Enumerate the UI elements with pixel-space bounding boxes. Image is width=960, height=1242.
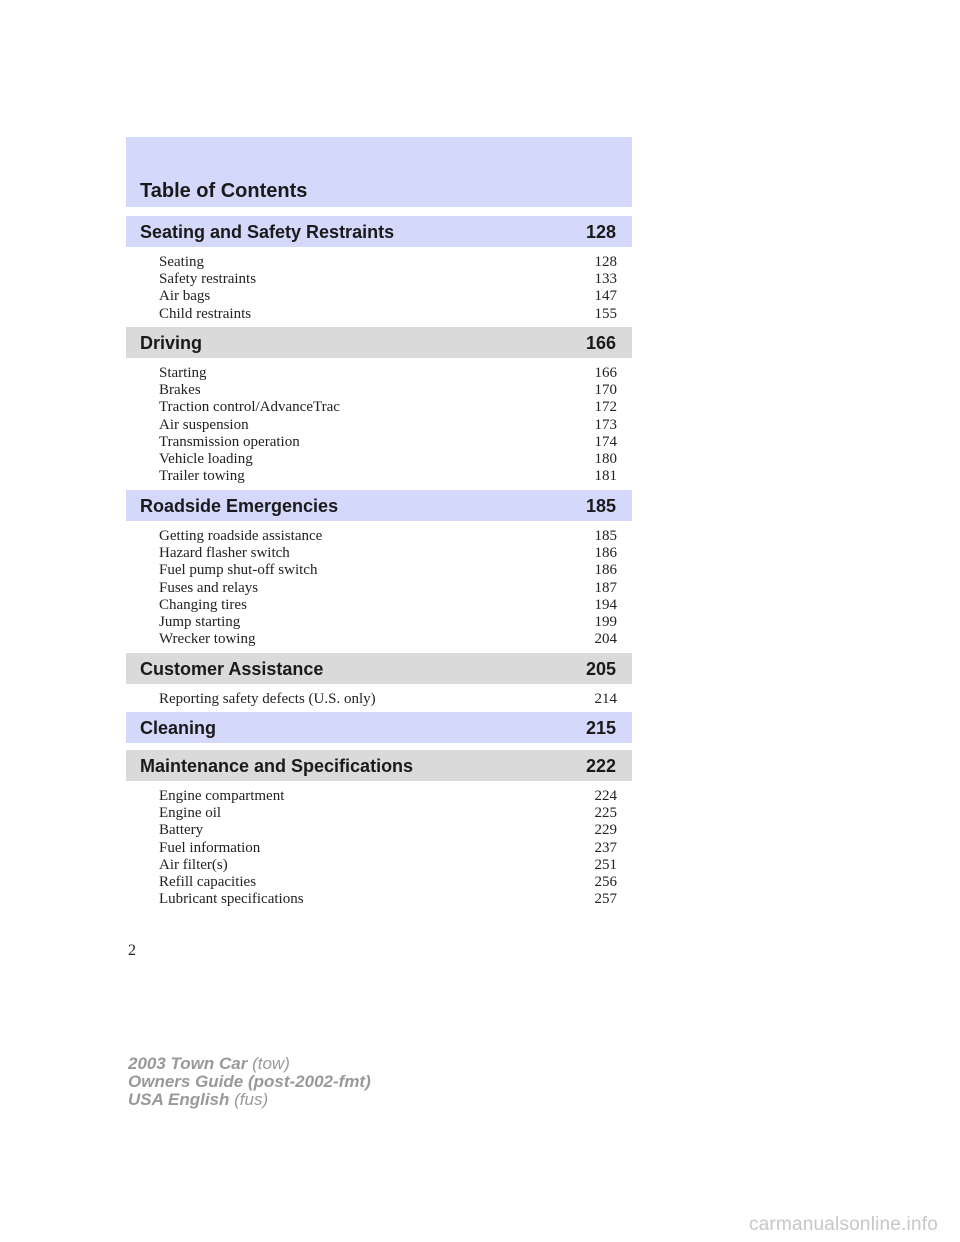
footer-model: 2003 Town Car [128,1054,248,1073]
toc-entry[interactable] [159,891,617,908]
entry-title: Getting roadside assistance [159,528,323,544]
entry-title: Battery [159,822,204,839]
section-entries [159,788,617,908]
entry-page-number: 185 [594,528,617,544]
entry-page-number: 204 [594,631,617,648]
entry-page-number: 224 [594,788,617,804]
section-title: Driving [140,333,203,353]
entry-title: Vehicle loading [159,450,253,467]
entry-title: Safety restraints [159,271,257,288]
entry-page-number: 181 [594,468,617,485]
entry-title: Traction control/AdvanceTrac [159,399,340,416]
entry-page-number: 251 [594,856,617,873]
footer-line-guide [128,1073,371,1091]
toc-entry[interactable] [159,788,617,805]
entry-title: Fuel information [159,839,261,856]
section-header[interactable] [126,327,632,358]
entry-page-number: 194 [594,596,617,613]
entry-title: Child restraints [159,305,252,322]
toc-entry[interactable] [159,840,617,857]
section-page-number: 185 [585,496,616,516]
toc-entry[interactable] [159,399,617,416]
toc-entry[interactable] [159,562,617,579]
entry-page-number: 155 [594,305,617,322]
section-title: Roadside Emergencies [140,496,339,516]
toc-entry[interactable] [159,528,617,545]
toc-entry[interactable] [159,691,617,708]
entry-page-number: 133 [594,271,617,288]
footer-model-code: (tow) [252,1054,290,1073]
section-entries [159,528,617,648]
entry-title: Brakes [159,382,201,399]
entry-title: Wrecker towing [159,631,256,648]
toc-entry[interactable] [159,417,617,434]
entry-page-number: 214 [594,691,617,707]
section-header[interactable] [126,653,632,684]
footer-line-language [128,1091,371,1109]
entry-title: Engine oil [159,805,222,822]
section-header[interactable] [126,216,632,247]
section-page-number: 128 [585,222,616,242]
section-header[interactable] [126,750,632,781]
section-title: Cleaning [140,718,217,738]
toc-entry[interactable] [159,306,617,323]
toc-entry[interactable] [159,382,617,399]
toc-entry[interactable] [159,434,617,451]
entry-page-number: 173 [594,416,617,433]
section-title: Customer Assistance [140,659,324,679]
page-title: Table of Contents [140,180,308,202]
entry-title: Lubricant specifications [159,891,304,908]
entry-page-number: 186 [594,545,617,562]
section-page-number: 215 [585,718,616,738]
entry-page-number: 257 [594,891,617,908]
toc-entry[interactable] [159,271,617,288]
entry-title: Transmission operation [159,433,300,450]
footer-line-model [128,1055,371,1073]
toc-entry[interactable] [159,631,617,648]
entry-page-number: 170 [594,382,617,399]
entry-page-number: 147 [594,288,617,305]
toc-entry[interactable] [159,614,617,631]
page-number: 2 [128,942,136,959]
entry-title: Air bags [159,288,211,305]
footer-language-code: (fus) [234,1090,269,1109]
section-entries [159,691,617,708]
document-footer [128,1055,371,1109]
entry-title: Refill capacities [159,873,257,890]
section-header[interactable] [126,712,632,743]
toc-entry[interactable] [159,451,617,468]
toc-entry[interactable] [159,597,617,614]
toc-entry[interactable] [159,545,617,562]
toc-header [126,137,632,207]
toc-entry[interactable] [159,805,617,822]
entry-title: Trailer towing [159,468,245,485]
entry-page-number: 225 [594,805,617,822]
footer-language: USA English [128,1090,230,1109]
entry-page-number: 237 [594,839,617,856]
toc-entry[interactable] [159,580,617,597]
toc-entry[interactable] [159,822,617,839]
section-page-number: 166 [585,333,616,353]
section-header[interactable] [126,490,632,521]
toc-entry[interactable] [159,468,617,485]
entry-title: Air filter(s) [159,856,228,873]
toc-entry[interactable] [159,254,617,271]
entry-title: Starting [159,365,207,381]
entry-title: Air suspension [159,416,249,433]
entry-page-number: 172 [594,399,617,416]
entry-page-number: 128 [594,254,617,270]
entry-title: Hazard flasher switch [159,545,290,562]
toc-entry[interactable] [159,288,617,305]
entry-page-number: 174 [594,433,617,450]
entry-title: Jump starting [159,613,241,630]
entry-page-number: 180 [594,450,617,467]
entry-page-number: 229 [594,822,617,839]
section-title: Seating and Safety Restraints [140,222,395,242]
section-page-number: 205 [585,659,616,679]
entry-page-number: 166 [594,365,617,381]
entry-page-number: 186 [594,562,617,579]
entry-title: Fuses and relays [159,579,259,596]
entry-title: Engine compartment [159,788,285,804]
toc-entry[interactable] [159,365,617,382]
entry-page-number: 256 [594,873,617,890]
section-entries [159,254,617,323]
section-entries [159,365,617,485]
watermark: carmanualsonline.info [748,1214,938,1235]
entry-title: Reporting safety defects (U.S. only) [159,691,376,707]
entry-page-number: 187 [594,579,617,596]
toc-entry[interactable] [159,857,617,874]
entry-title: Changing tires [159,596,247,613]
toc-entry[interactable] [159,874,617,891]
entry-title: Fuel pump shut-off switch [159,562,318,579]
footer-guide: Owners Guide (post-2002-fmt) [128,1072,371,1091]
entry-page-number: 199 [594,613,617,630]
section-title: Maintenance and Specifications [140,756,414,776]
section-page-number: 222 [585,756,616,776]
entry-title: Seating [159,254,204,270]
